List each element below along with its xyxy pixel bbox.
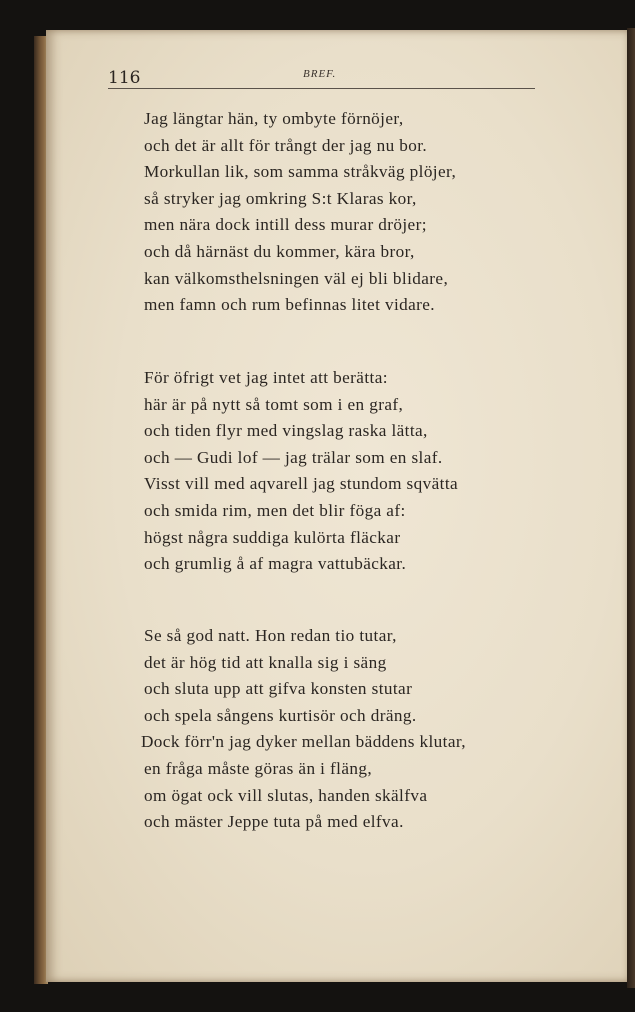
poem-line: högst några suddiga kulörta fläckar: [144, 527, 401, 547]
poem-line: Jag längtar hän, ty ombyte förnöjer,: [144, 109, 404, 128]
poem-line: kan välkomsthelsningen väl ej bli blidare,: [144, 268, 449, 288]
poem-line: Se så god natt. Hon redan tio tutar,: [144, 626, 397, 645]
poem-line: och grumlig å af magra vattubäckar.: [144, 554, 407, 574]
page-edge: [627, 28, 635, 988]
poem-line: om ögat ock vill slutas, handen skälfva: [144, 785, 428, 805]
poem-line: här är på nytt så tomt som i en graf,: [144, 394, 404, 414]
poem-line: Morkullan lik, som samma stråkväg plöjer,: [144, 162, 457, 182]
header-rule: [108, 88, 535, 89]
stanza-3: [141, 623, 534, 836]
poem-line: men nära dock intill dess murar dröjer;: [144, 215, 427, 235]
poem-line: Dock förr'n jag dyker mellan bäddens klutar,: [141, 732, 466, 752]
stanza-1: [144, 106, 534, 319]
poem-line: och då härnäst du kommer, kära bror,: [144, 241, 415, 261]
poem-line: och mäster Jeppe tuta på med elfva.: [144, 812, 404, 832]
poem-line: För öfrigt vet jag intet att berätta:: [144, 368, 388, 387]
poem-line: och spela sångens kurtisör och dräng.: [144, 705, 417, 725]
poem-line: och tiden flyr med vingslag raska lätta,: [144, 421, 428, 441]
poem-line: och det är allt för trångt der jag nu bor.: [144, 135, 428, 155]
poem-line: och — Gudi lof — jag trälar som en slaf.: [144, 447, 443, 467]
poem-line: så stryker jag omkring S:t Klaras kor,: [144, 188, 417, 208]
poem-line: och sluta upp att gifva konsten stutar: [144, 679, 413, 699]
stanza-2: [144, 365, 534, 578]
poem-line: men famn och rum befinnas litet vidare.: [144, 295, 435, 315]
running-head: BREF.: [303, 68, 337, 80]
poem-line: en fråga måste göras än i fläng,: [144, 758, 373, 778]
page-number: 116: [108, 68, 141, 88]
poem-line: och smida rim, men det blir föga af:: [144, 500, 406, 520]
poem-line: Visst vill med aqvarell jag stundom sqvätta: [144, 474, 459, 494]
poem-line: det är hög tid att knalla sig i säng: [144, 652, 387, 672]
